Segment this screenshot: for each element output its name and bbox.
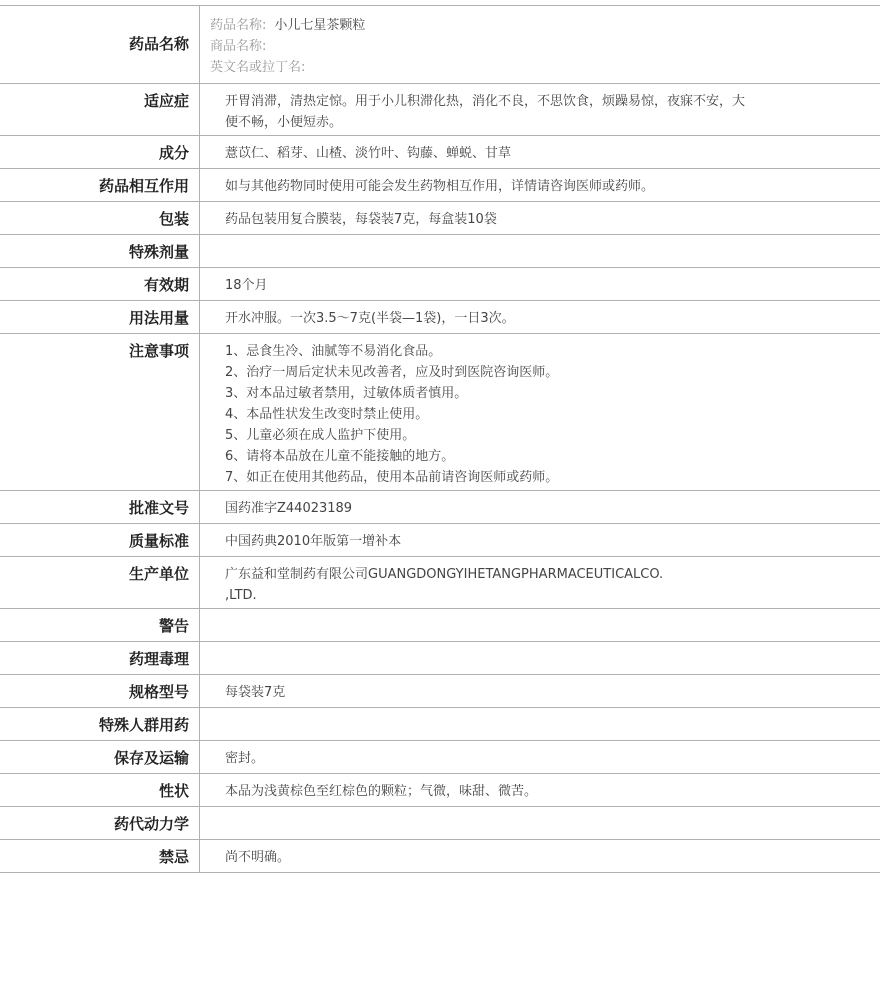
row-label: 批准文号: [0, 491, 200, 523]
row-label: 成分: [0, 136, 200, 168]
value-line: 6、请将本品放在儿童不能接触的地方。: [225, 449, 455, 464]
value-line: 每袋装7克: [225, 685, 286, 700]
value-line: 1、忌食生冷、油腻等不易消化食品。: [225, 344, 442, 359]
row-label: 规格型号: [0, 675, 200, 707]
table-row: [0, 235, 880, 268]
row-value: [200, 642, 880, 674]
row-label: 保存及运输: [0, 741, 200, 773]
row-value: [200, 741, 880, 773]
value-line: 国药准字Z44023189: [225, 501, 353, 516]
table-row: [0, 642, 880, 675]
row-label: 注意事项: [0, 334, 200, 490]
row-value: [200, 301, 880, 333]
row-label: 用法用量: [0, 301, 200, 333]
value-line: 如与其他药物同时使用可能会发生药物相互作用，详情请咨询医师或药师。: [225, 179, 655, 194]
row-label: 适应症: [0, 84, 200, 135]
drug-name-key: 药品名称:: [210, 18, 267, 33]
row-value: [200, 840, 880, 872]
row-value: [200, 169, 880, 201]
table-row: [0, 301, 880, 334]
value-line: 4、本品性状发生改变时禁止使用。: [225, 407, 429, 422]
value-line: 便不畅，小便短赤。: [225, 115, 343, 130]
row-value: [200, 6, 880, 83]
en-name-line: [210, 57, 870, 78]
row-label: 药品名称: [0, 6, 200, 83]
row-label: 有效期: [0, 268, 200, 300]
row-value: [200, 774, 880, 806]
value-line: 密封。: [225, 751, 265, 766]
row-label: 包装: [0, 202, 200, 234]
row-value: [200, 334, 880, 490]
value-line: 药品包装用复合膜装，每袋装7克，每盒装10袋: [225, 212, 497, 227]
en-name-key: 英文名或拉丁名:: [210, 60, 306, 75]
trade-name-line: [210, 36, 870, 57]
row-label: 药理毒理: [0, 642, 200, 674]
row-label: 药代动力学: [0, 807, 200, 839]
value-line: 广东益和堂制药有限公司GUANGDONGYIHETANGPHARMACEUTICALCO.: [225, 567, 664, 582]
row-value: [200, 524, 880, 556]
value-line: 3、对本品过敏者禁用，过敏体质者慎用。: [225, 386, 468, 401]
value-line: 本品为浅黄棕色至红棕色的颗粒；气微，味甜、微苦。: [225, 784, 538, 799]
row-value: [200, 84, 880, 135]
table-row: [0, 708, 880, 741]
value-line: 2、治疗一周后定状未见改善者，应及时到医院咨询医师。: [225, 365, 559, 380]
row-label: 禁忌: [0, 840, 200, 872]
table-row: [0, 491, 880, 524]
value-line: 尚不明确。: [225, 850, 291, 865]
row-value: [200, 675, 880, 707]
row-label: 警告: [0, 609, 200, 641]
table-row: [0, 202, 880, 235]
value-line: 7、如正在使用其他药品，使用本品前请咨询医师或药师。: [225, 470, 559, 485]
row-label: 特殊人群用药: [0, 708, 200, 740]
drug-info-table: [0, 5, 880, 873]
value-line: 薏苡仁、稻芽、山楂、淡竹叶、钩藤、蝉蜕、甘草: [225, 146, 512, 161]
trade-name-key: 商品名称:: [210, 39, 267, 54]
row-value: [200, 807, 880, 839]
table-row: [0, 807, 880, 840]
table-row: [0, 524, 880, 557]
row-label: 药品相互作用: [0, 169, 200, 201]
table-row: [0, 557, 880, 609]
row-value: [200, 708, 880, 740]
table-row: [0, 136, 880, 169]
value-line: 开水冲服。一次3.5～7克(半袋—1袋)，一日3次。: [225, 311, 515, 326]
table-row: [0, 268, 880, 301]
row-value: [200, 609, 880, 641]
table-row: [0, 774, 880, 807]
table-row: [0, 675, 880, 708]
row-value: [200, 202, 880, 234]
rows-container: [0, 84, 880, 873]
table-row: [0, 840, 880, 873]
row-value: [200, 268, 880, 300]
row-label: 质量标准: [0, 524, 200, 556]
table-row: [0, 169, 880, 202]
drug-name-value: 小儿七星茶颗粒: [274, 18, 366, 33]
row-label: 生产单位: [0, 557, 200, 608]
row-value: [200, 136, 880, 168]
value-line: 中国药典2010年版第一增补本: [225, 534, 402, 549]
table-row: [0, 609, 880, 642]
table-row: [0, 741, 880, 774]
row-value: [200, 491, 880, 523]
row-value: [200, 557, 880, 608]
value-line: ,LTD.: [225, 588, 257, 603]
row-drug-name: [0, 6, 880, 84]
row-label: 特殊剂量: [0, 235, 200, 267]
value-line: 5、儿童必须在成人监护下使用。: [225, 428, 416, 443]
value-line: 18个月: [225, 278, 268, 293]
table-row: [0, 334, 880, 491]
table-row: [0, 84, 880, 136]
value-line: 开胃消滞，清热定惊。用于小儿积滞化热，消化不良，不思饮食，烦躁易惊，夜寐不安，大: [225, 94, 746, 109]
row-value: [200, 235, 880, 267]
row-label: 性状: [0, 774, 200, 806]
drug-name-line: [210, 15, 870, 36]
